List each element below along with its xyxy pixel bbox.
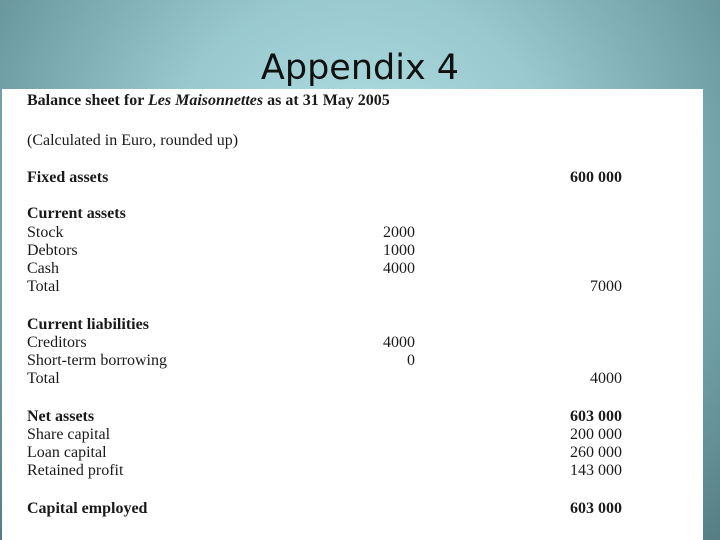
- currency-note-text: (Calculated in Euro, rounded up): [27, 132, 239, 149]
- debtors-value: 1000: [383, 242, 415, 259]
- current-assets-heading-text: Current assets: [27, 205, 126, 222]
- heading-prefix: Balance sheet for: [27, 92, 149, 109]
- current-assets-heading: [27, 204, 627, 224]
- retained-profit-label: Retained profit: [27, 462, 124, 479]
- cash-row: [27, 259, 627, 279]
- share-capital-label: Share capital: [27, 426, 111, 443]
- cash-value: 4000: [383, 260, 415, 277]
- short-term-borrowing-value: 0: [407, 352, 415, 369]
- current-assets-total-row: [27, 277, 627, 297]
- slide-title: Appendix 4: [260, 48, 460, 88]
- debtors-label: Debtors: [27, 242, 78, 259]
- net-assets-row: [27, 407, 627, 427]
- short-term-borrowing-label: Short-term borrowing: [27, 352, 167, 369]
- stock-label: Stock: [27, 224, 64, 241]
- stock-row: [27, 223, 627, 243]
- current-assets-total-label: Total: [27, 278, 60, 295]
- current-liabilities-total-label: Total: [27, 370, 60, 387]
- balance-sheet-image: [2, 89, 703, 540]
- short-term-borrowing-row: [27, 351, 627, 371]
- current-assets-total-value: 7000: [590, 278, 622, 295]
- loan-capital-value: 260 000: [570, 444, 622, 461]
- capital-employed-label: Capital employed: [27, 500, 148, 517]
- fixed-assets-value: 600 000: [570, 169, 622, 186]
- stock-value: 2000: [383, 224, 415, 241]
- net-assets-value: 603 000: [570, 408, 622, 425]
- share-capital-value: 200 000: [570, 426, 622, 443]
- retained-profit-row: [27, 461, 627, 481]
- current-liabilities-heading: [27, 315, 627, 335]
- creditors-value: 4000: [383, 334, 415, 351]
- cash-label: Cash: [27, 260, 59, 277]
- current-liabilities-heading-text: Current liabilities: [27, 316, 149, 333]
- fixed-assets-label: Fixed assets: [27, 169, 109, 186]
- debtors-row: [27, 241, 627, 261]
- net-assets-label: Net assets: [27, 408, 95, 425]
- retained-profit-value: 143 000: [570, 462, 622, 479]
- creditors-row: [27, 333, 627, 353]
- loan-capital-label: Loan capital: [27, 444, 107, 461]
- loan-capital-row: [27, 443, 627, 463]
- capital-employed-row: [27, 499, 627, 519]
- current-liabilities-total-row: [27, 369, 627, 389]
- currency-note: [27, 131, 627, 151]
- fixed-assets-row: [27, 168, 627, 188]
- share-capital-row: [27, 425, 627, 445]
- current-liabilities-total-value: 4000: [590, 370, 622, 387]
- heading-suffix: as at 31 May 2005: [263, 92, 390, 109]
- company-name: Les Maisonnettes: [148, 92, 264, 109]
- capital-employed-value: 603 000: [570, 500, 622, 517]
- sheet-heading: [27, 91, 627, 111]
- creditors-label: Creditors: [27, 334, 87, 351]
